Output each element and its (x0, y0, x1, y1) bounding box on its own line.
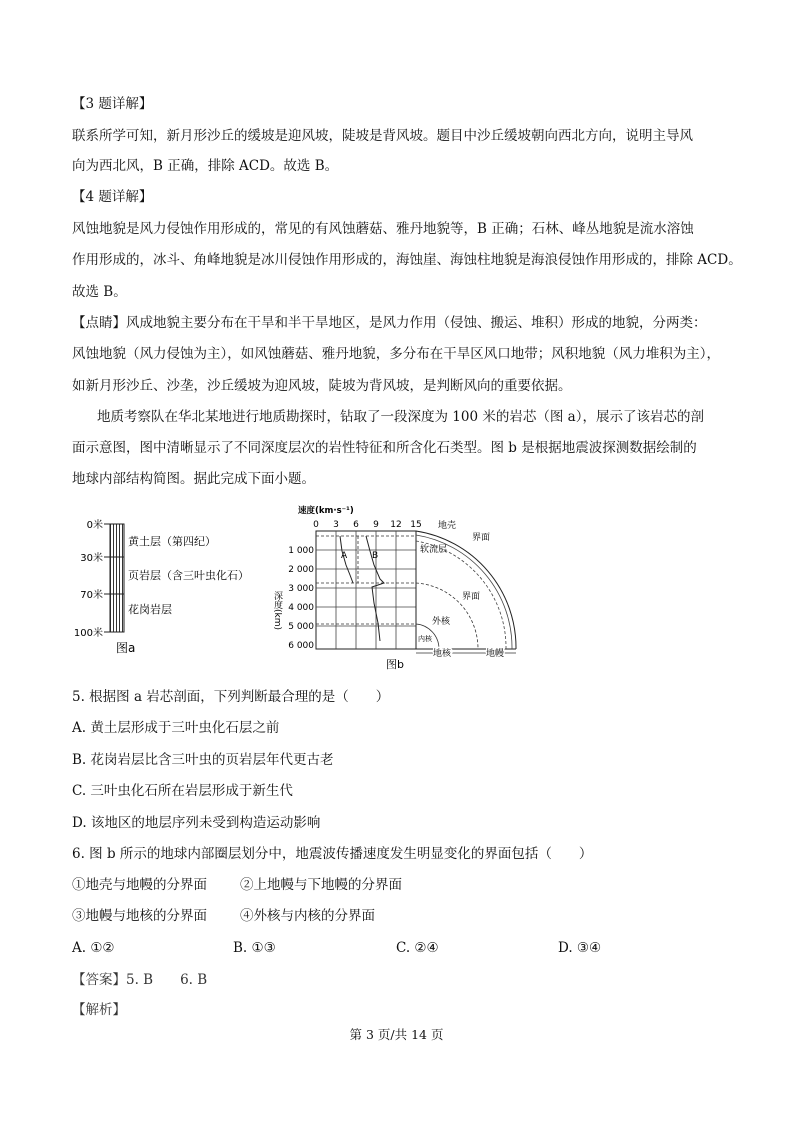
section4-text-1: 风蚀地貌是风力侵蚀作用形成的，常见的有风蚀蘑菇、雅丹地貌等，B 正确；石林、峰丛地貌是流水溶蚀 (72, 221, 694, 237)
intro-text-2: 面示意图，图中清晰显示了不同深度层次的岩性特征和所含化石类型。图 b 是根据地震波探测数据绘制的 (72, 440, 697, 456)
layer-loess: 黄土层（第四纪） (128, 535, 216, 548)
layer-shale: 页岩层（含三叶虫化石） (128, 569, 249, 582)
figure-b-earth-interior (268, 503, 523, 673)
figure-b-caption: 图b (386, 658, 404, 671)
q6-statement-3: ③地幔与地核的分界面 (72, 908, 207, 924)
core-bracket-label: 地核 (433, 649, 452, 659)
speed-tick: 3 (333, 520, 339, 530)
tip-text-2: 风蚀地貌（风力侵蚀为主），如风蚀蘑菇、雅丹地貌，多分布在干旱区风口地带；风积地貌（风力堆积为主）， (72, 346, 720, 362)
intro-text-3: 地球内部结构简图。据此完成下面小题。 (72, 471, 315, 487)
speed-tick: 0 (313, 520, 319, 530)
answer-label: 【答案】 (72, 972, 126, 988)
section3-text-2: 向为西北风，B 正确，排除 ACD。故选 B。 (72, 158, 339, 174)
section4-text-3: 故选 B。 (72, 284, 127, 300)
figure-a-caption: 图a (116, 641, 136, 655)
depth-tick: 4 000 (288, 603, 314, 613)
depth-tick: 5 000 (288, 622, 314, 632)
depth-axis-label: 深度(km) (272, 591, 282, 631)
q6-statement-1: ①地壳与地幔的分界面 (72, 877, 207, 893)
figure-a-core-profile (70, 512, 280, 660)
wave-a-label: A (341, 551, 348, 561)
depth-label-0: 0米 (86, 520, 103, 531)
q5-option-a: A. 黄土层形成于三叶虫化石层之前 (72, 720, 280, 736)
speed-tick: 15 (410, 520, 422, 530)
depth-label-30: 30米 (80, 553, 103, 564)
depth-label-100: 100米 (73, 628, 103, 639)
answer-value: 5. B 6. B (126, 972, 208, 988)
depth-tick: 3 000 (288, 584, 314, 594)
intro-text-1: 地质考察队在华北某地进行地质勘探时，钻取了一段深度为 100 米的岩芯（图 a），展示了该岩芯的剖 (97, 409, 704, 425)
q6-option-d: D. ③④ (558, 940, 602, 956)
q6-option-c: C. ②④ (396, 940, 439, 956)
section3-heading: 【3 题详解】 (72, 96, 153, 112)
inner-core-label: 内核 (418, 635, 432, 643)
tip-text-3: 如新月形沙丘、沙垄，沙丘缓坡为迎风坡，陡坡为背风坡，是判断风向的重要依据。 (72, 378, 572, 394)
q6-stem: 6. 图 b 所示的地球内部圈层划分中，地震波传播速度发生明显变化的界面包括（ ） (72, 846, 593, 862)
boundary-label-1: 界面 (472, 533, 491, 543)
layer-granite: 花岗岩层 (128, 603, 172, 616)
speed-tick: 6 (353, 520, 359, 530)
analysis-heading: 【解析】 (72, 1002, 126, 1018)
asthenosphere-label: 软流层 (420, 545, 448, 555)
q6-statement-4: ④外核与内核的分界面 (240, 908, 375, 924)
crust-label: 地壳 (438, 521, 457, 531)
mantle-bracket-label: 地幔 (486, 649, 505, 659)
speed-axis-title: 速度(km·s⁻¹) (298, 506, 354, 516)
depth-tick: 1 000 (288, 546, 314, 556)
q5-option-d: D. 该地区的地层序列未受到构造运动影响 (72, 815, 321, 831)
wave-b-label: B (372, 551, 379, 561)
depth-label-70: 70米 (80, 590, 103, 601)
answer-line (72, 971, 207, 989)
boundary-label-2: 界面 (462, 592, 481, 602)
page-footer: 第 3 页/共 14 页 (349, 1027, 444, 1042)
section3-text-1: 联系所学可知，新月形沙丘的缓坡是迎风坡，陡坡是背风坡。题目中沙丘缓坡朝向西北方向，说明主导风 (72, 128, 693, 144)
depth-tick: 2 000 (288, 565, 314, 575)
depth-tick: 6 000 (288, 641, 314, 651)
tip-text-1: 【点睛】风成地貌主要分布在干旱和半干旱地区，是风力作用（侵蚀、搬运、堆积）形成的地貌，分两类： (72, 315, 707, 331)
outer-core-label: 外核 (432, 617, 451, 627)
q6-option-b: B. ①③ (233, 940, 276, 956)
q6-statement-2: ②上地幔与下地幔的分界面 (240, 877, 402, 893)
q6-option-a: A. ①② (72, 940, 115, 956)
q5-option-c: C. 三叶虫化石所在岩层形成于新生代 (72, 783, 293, 799)
q5-option-b: B. 花岗岩层比含三叶虫的页岩层年代更古老 (72, 752, 334, 768)
speed-tick: 9 (373, 520, 379, 530)
section4-heading: 【4 题详解】 (72, 189, 153, 205)
speed-tick: 12 (390, 520, 402, 530)
q5-stem: 5. 根据图 a 岩芯剖面，下列判断最合理的是（ ） (72, 689, 390, 705)
section4-text-2: 作用形成的，冰斗、角峰地貌是冰川侵蚀作用形成的，海蚀崖、海蚀柱地貌是海浪侵蚀作用形成的，排除 ACD。 (72, 252, 742, 268)
